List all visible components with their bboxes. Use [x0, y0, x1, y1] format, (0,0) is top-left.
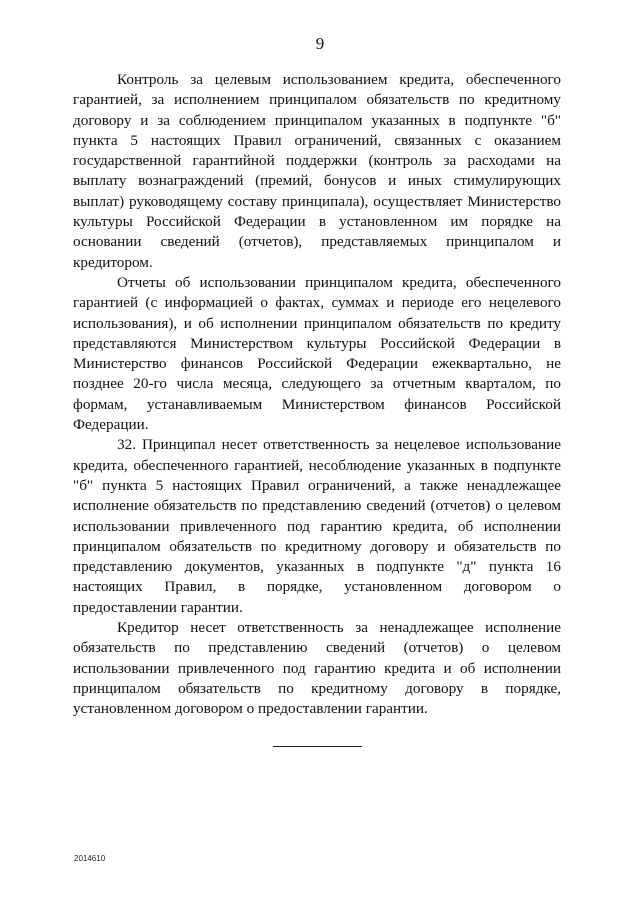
document-code: 2014610: [74, 854, 106, 863]
paragraph-control: Контроль за целевым использованием кредита, обеспеченного гарантией, за исполнением принципалом обязательств по кредитному договору и за соблюдением принципалом указанных в подпункте "б" пункта 5 настоящих Правил ограничений, связанных с оказанием государственной гарантийной поддержки (контроль за расходами на выплату вознаграждений (премий, бонусов и иных стимулирующих выплат) руководящему составу принципала), осуществляет Министерство культуры Российской Федерации в установленном им порядке на основании сведений (отчетов), представляемых принципалом и кредитором.: [73, 71, 561, 271]
page-number: 9: [315, 34, 325, 53]
paragraph-creditor: Кредитор несет ответственность за ненадлежащее исполнение обязательств по представлению сведений (отчетов) о целевом использовании привлеченного под гарантию кредита и об исполнении принципалом обязательств по кредитному договору в порядке, установленном договором о предоставлении гарантии.: [73, 619, 561, 718]
end-separator-line: [273, 746, 362, 747]
paragraph-reports: Отчеты об использовании принципалом кредита, обеспеченного гарантией (с информацией о фактах, суммах и периоде его нецелевого использования), и об исполнении принципалом обязательств по кредиту представляются Министерством культуры Российской Федерации в Министерство финансов Российской Федерации ежеквартально, не позднее 20-го числа месяца, следующего за отчетным кварталом, по формам, устанавливаемым Министерством финансов Российской Федерации.: [73, 273, 561, 434]
document-body: [73, 70, 561, 720]
paragraph-item-32: 32. Принципал несет ответственность за нецелевое использование кредита, обеспеченного гарантией, несоблюдение указанных в подпункте "б" пункта 5 настоящих Правил ограничений, а также ненадлежащее исполнение обязательств по представлению сведений (отчетов) о целевом использовании привлеченного под гарантию кредита, об исполнении принципалом обязательств по кредитному договору и обязательств по представлению документов, указанных в подпункте "д" пункта 16 настоящих Правил, в порядке, установленном договором о предоставлении гарантии.: [73, 436, 561, 616]
